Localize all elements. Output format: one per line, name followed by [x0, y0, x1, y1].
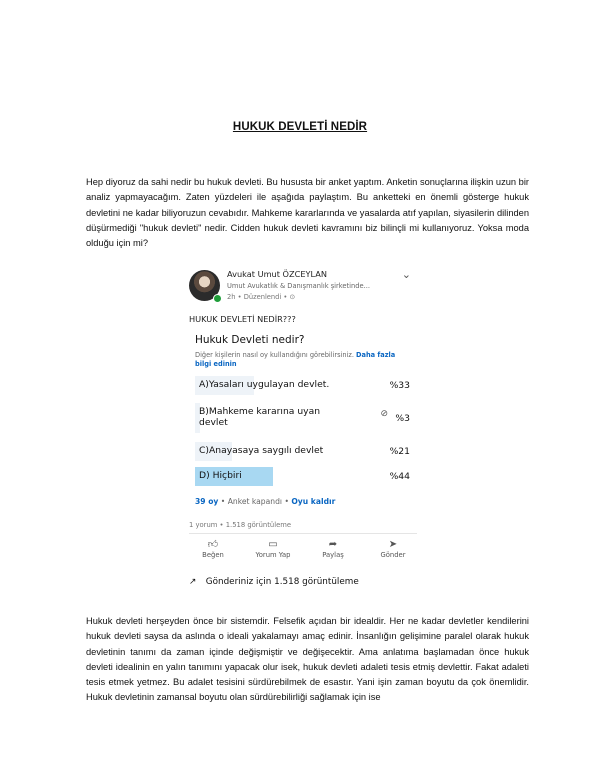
send-label: Gönder: [380, 551, 406, 559]
send-button[interactable]: [365, 539, 421, 559]
poll-option-percent: %3: [395, 413, 410, 424]
like-label: Beğen: [202, 551, 224, 559]
poll-option-a: [195, 376, 410, 395]
post-meta: 2h • Düzenlendi • ⊙: [227, 293, 296, 301]
poll-option-percent: %44: [389, 471, 410, 482]
body-paragraph: Hukuk devleti herşeyden önce bir sistemdir. Felsefik açıdan bir idealdir. Her ne kadar devletler kendilerini hukuk devleti saysa da aslında o ideali yakalamayı amaç edinir. İnsanlığın gelişimine paralel olarak hukuk devletinin tanımı da zaman içinde değişmiştir ve değişecektir. Ama anlatıma başlamadan önce hukuk devleti idealinin en yalın tanımını yapacak olur isek, hukuk devleti adaleti tesis etmiş devlettir. Fakat adaleti tesis etmek yetmez. Bu adalet tesisini sürdürebilmek de esastır. Yani işin zaman boyutu da çok önemlidir. Hukuk devletinin zamansal boyutu olan sürdürebilirliği sağlamak için ise: [86, 616, 529, 703]
poll-option-c: [195, 442, 410, 461]
poll-info: [195, 351, 410, 369]
intro-paragraph: Hep diyoruz da sahi nedir bu hukuk devleti. Bu hususta bir anket yaptım. Anketin sonuçlarına ilişkin uzun bir analiz yapmayacağım. Zaten yüzdeleri ile aşağıda paylaştım. Bu anketteki en önemli gösterge hukuk devletini ne kadar biliyoruzun cevabıdır. Mahkeme kararlarında ve yasalarda atıf yapılan, siyasilerin dilinden düşürmediği "hukuk devleti" nedir. Cidden hukuk devleti kavramını biz bilinçli mi kullanıyoruz. Yoksa moda olduğu için mi?: [86, 177, 529, 249]
document-title: HUKUK DEVLETİ NEDİR: [232, 121, 368, 133]
author-headline: Umut Avukatlık & Danışmanlık şirketinde...: [227, 282, 370, 290]
vote-count: 39 oy: [195, 497, 219, 506]
share-button[interactable]: [305, 539, 361, 559]
poll-option-percent: %21: [389, 446, 410, 457]
trending-chart-icon: ↗: [189, 577, 197, 587]
post-views: [189, 577, 359, 587]
poll-option-d: [195, 467, 410, 486]
thumbs-up-icon: 👍︎: [207, 539, 219, 550]
like-button[interactable]: [185, 539, 241, 559]
post-actions: [183, 539, 423, 559]
share-icon: ➦: [328, 539, 338, 550]
learn-more-link[interactable]: Daha fazla bilgi edinin: [195, 351, 396, 368]
poll-status: • Anket kapandı •: [218, 497, 292, 506]
views-text: Gönderiniz için 1.518 görüntüleme: [205, 577, 359, 587]
poll-option-label: A)Yasaları uygulayan devlet.: [199, 379, 330, 390]
share-label: Paylaş: [322, 551, 344, 559]
post-stats: 1 yorum • 1.518 görüntüleme: [189, 521, 292, 529]
poll-votes: [195, 497, 335, 506]
comment-label: Yorum Yap: [255, 551, 291, 559]
poll-option-percent: %33: [389, 380, 410, 391]
linkedin-post-screenshot: [183, 262, 423, 570]
comment-button[interactable]: [245, 539, 301, 559]
poll-option-label: D) Hiçbiri: [199, 470, 242, 481]
poll-info-text: Diğer kişilerin nasıl oy kullandığını görebilirsiniz.: [195, 351, 354, 359]
post-author: Avukat Umut ÖZCEYLAN: [227, 269, 327, 279]
remove-vote-link[interactable]: Oyu kaldır: [291, 497, 336, 506]
poll-option-b: [195, 403, 410, 433]
check-circle-icon: ⊘: [380, 409, 388, 419]
divider: [189, 533, 417, 534]
online-status-dot: [213, 294, 222, 303]
post-title: HUKUK DEVLETİ NEDİR???: [189, 314, 296, 324]
comment-icon: ▭: [268, 539, 278, 550]
poll-option-label: B)Mahkeme kararına uyan devlet: [199, 406, 321, 428]
chevron-down-icon[interactable]: ⌄: [401, 268, 411, 281]
poll-option-label: C)Anayasaya saygılı devlet: [199, 445, 324, 456]
send-icon: ➤: [388, 539, 398, 550]
poll-question: Hukuk Devleti nedir?: [195, 334, 305, 346]
